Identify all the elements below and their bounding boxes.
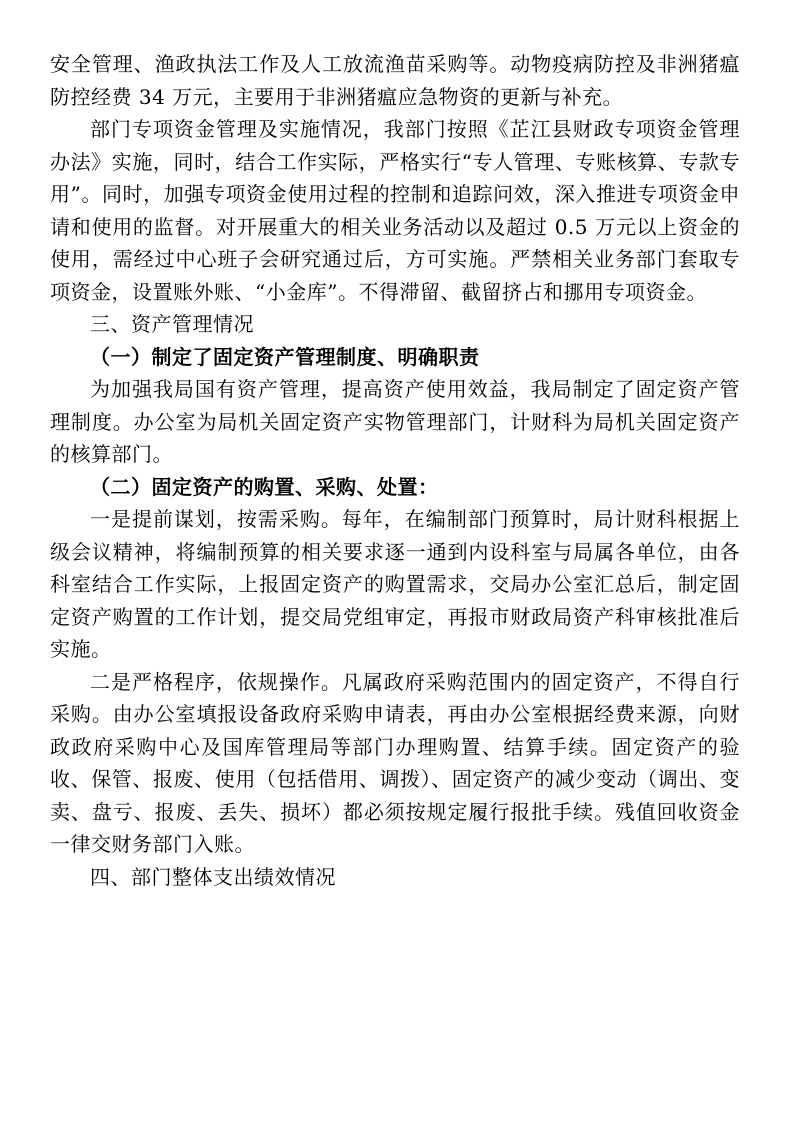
paragraph-procedure: 二是严格程序，依规操作。凡属政府采购范围内的固定资产，不得自行采购。由办公室填报设备政府采购申请表，再由办公室根据经费来源，向财政政府采购中心及国库管理局等部门办理购置、结算手续。固定资产的验收、保管、报废、使用（包括借用、调拨）、固定资产的减少变动（调出、变卖、盘亏、报废、丢失、损坏）都必须按规定履行报批手续。残值回收资金一律交财务部门入账。 — [50, 669, 740, 856]
section-heading-asset-management: 三、资产管理情况 — [90, 312, 254, 336]
subheading-asset-system: （一）制定了固定资产管理制度、明确职责 — [90, 344, 480, 369]
paragraph-special-funds-usage: 安全管理、渔政执法工作及人工放流渔苗采购等。动物疫病防控及非洲猪瘟防控经费 34 万元，主要用于非洲猪瘟应急物资的更新与补充。 — [50, 52, 740, 109]
paragraph-planning: 一是提前谋划，按需采购。每年，在编制部门预算时，局计财科根据上级会议精神，将编制预算的相关要求逐一通到内设科室与局属各单位，由各科室结合工作实际，上报固定资产的购置需求，交局办公室汇总后，制定固定资产购置的工作计划，提交局党组审定，再报市财政局资产科审核批准后实施。 — [50, 507, 740, 661]
paragraph-special-funds-management: 部门专项资金管理及实施情况，我部门按照《芷江县财政专项资金管理办法》实施，同时，结合工作实际，严格实行“专人管理、专账核算、专款专用”。同时，加强专项资金使用过程的控制和追踪问效，深入推进专项资金申请和使用的监督。对开展重大的相关业务活动以及超过 0.5 万元以上资金的使用，需经过中心班子会研究通过后，方可实施。严禁相关业务部门套取专项资金，设置账外账、“小金库”。不得滞留、截留挤占和挪用专项资金。 — [50, 117, 740, 304]
document-body — [50, 48, 740, 893]
section-heading-performance: 四、部门整体支出绩效情况 — [90, 864, 336, 889]
paragraph-asset-system: 为加强我局国有资产管理，提高资产使用效益，我局制定了固定资产管理制度。办公室为局机关固定资产实物管理部门，计财科为局机关固定资产的核算部门。 — [50, 377, 740, 466]
subheading-asset-procurement: （二）固定资产的购置、采购、处置： — [90, 474, 439, 499]
